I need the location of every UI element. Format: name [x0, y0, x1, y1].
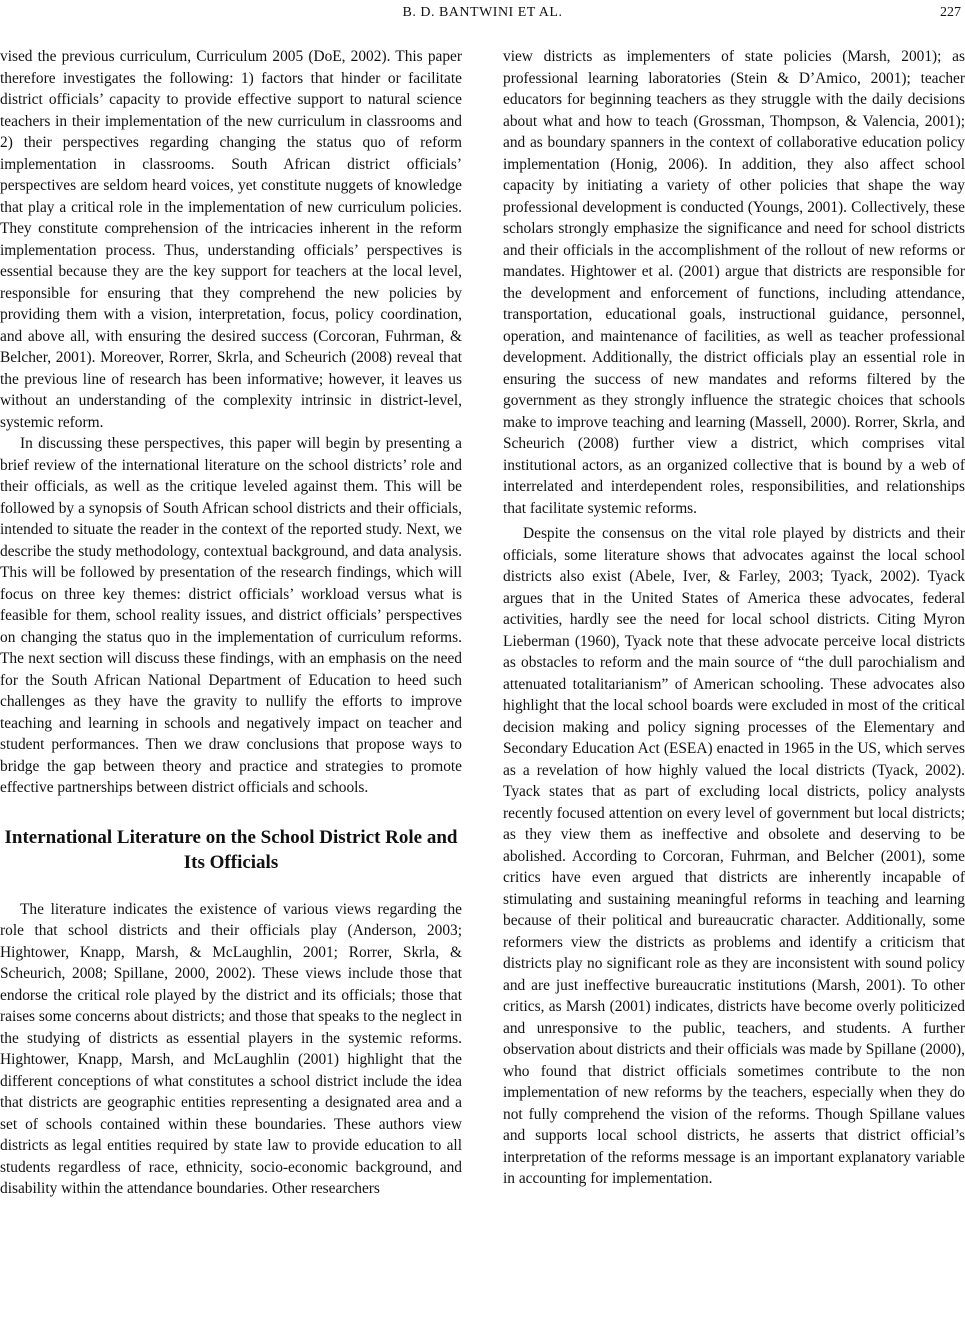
- body-paragraph: view districts as implementers of state policies (Marsh, 2001); as professional learning laboratories (Stein & D’Amico, 2001); teacher educators for beginning teachers as they struggle with the daily decisions about what and how to teach (Grossman, Thompson, & Valencia, 2001); and as boundary spanners in the context of collaborative education policy implementation (Honig, 2006). In addition, they also affect school capacity by initiating a variety of other policies that shape the way professional development is conducted (Youngs, 2001). Collectively, these scholars strongly emphasize the significance and need for school districts and their officials in the accomplishment of the rollout of new reforms or mandates. Hightower et al. (2001) argue that districts are responsible for the development and enforcement of functions, including attendance, transportation, educational goals, instructional guidance, personnel, operation, and maintenance of facilities, as well as teacher professional development. Additionally, the district officials play an essential role in ensuring the success of new mandates and reforms filtered by the government as they strongly influence the strategic choices that schools make to improve teaching and learning (Massell, 2000). Rorrer, Skrla, and Scheurich (2008) further view a district, which comprises vital institutional actors, as an organized collective that is bound by a web of interrelated and interdependent roles, responsibilities, and relationships that facilitate systemic reforms.: [503, 48, 965, 517]
- body-paragraph: vised the previous curriculum, Curriculum 2005 (DoE, 2002). This paper therefore investigates the following: 1) factors that hinder or facilitate district officials’ capacity to provide effective support to natural science teachers in their implementation of the new curriculum in classrooms and 2) their perspectives regarding changing the status quo of reform implementation in classrooms. South African district officials’ perspectives are seldom heard voices, yet constitute nuggets of knowledge that play a critical role in the implementation of new curriculum policies. They constitute comprehension of the intricacies inherent in the reform implementation process. Thus, understanding officials’ perspectives is essential because they are the key support for teachers at the local level, responsible for ensuring that they comprehend the new policies by providing them with a vision, interpretation, focus, policy coordination, and above all, with ensuring the desired success (Corcoran, Fuhrman, & Belcher, 2001). Moreover, Rorrer, Skrla, and Scheurich (2008) reveal that the previous line of research has been informative; however, it leaves us without an understanding of the complexity intrinsic in district-level, systemic reform.: [0, 48, 462, 431]
- left-column: [0, 46, 462, 1200]
- body-paragraph: Despite the consensus on the vital role played by districts and their officials, some literature shows that advocates against the local school districts also exist (Abele, Iver, & Farley, 2003; Tyack, 2002). Tyack argues that in the United States of America these advocates, federal activities, hardly see the need for local school districts. Citing Myron Lieberman (1960), Tyack note that these advocate perceive local districts as obstacles to reform and the main source of “the dull parochialism and attenuated totalitarianism” of American schooling. These advocates also highlight that the local school boards were excluded in most of the critical decision making and policy signing processes of the Elementary and Secondary Education Act (ESEA) enacted in 1965 in the US, which serves as a revelation of how highly valued the local districts (Tyack, 2002). Tyack states that as part of excluding local districts, policy analysts recently focused attention on every level of government but local districts; as they view them as ineffective and obsolete and deserving to be abolished. According to Corcoran, Fuhrman, and Belcher (2001), some critics have even argued that districts are inherently incapable of stimulating and sustaining meaningful reforms in teaching and learning because of their political and bureaucratic character. Additionally, some reformers view the districts as problems and identify a criticism that districts play no significant role as they are inconsistent with sound policy and are just ineffective bureaucratic institutions (Marsh, 2001). To other critics, as Marsh (2001) indicates, districts have become overly politicized and unresponsive to the public, teachers, and students. A further observation about districts and their officials was made by Spillane (2000), who found that district officials sometimes contribute to the non implementation of new reforms by the teachers, especially when they do not fully comprehend the vision of the reforms. Though Spillane values and supports local school districts, he asserts that district official’s interpretation of the reforms message is an important explanatory variable in accounting for implementation.: [503, 525, 965, 1187]
- body-paragraph: In discussing these perspectives, this paper will begin by presenting a brief review of the international literature on the school districts’ role and their officials, as well as the critique leveled against them. This will be followed by a synopsis of South African school districts and their officials, intended to situate the reader in the context of the reported study. Next, we describe the study methodology, contextual background, and data analysis. This will be followed by presentation of the research findings, which will focus on three key themes: district officials’ workload versus what is feasible for them, school reality issues, and district officials’ perspectives on changing the status quo in the implementation of curriculum reforms. The next section will discuss these findings, with an emphasis on the need for the South African National Department of Education to heed such challenges as they have the gravity to nullify the efforts to improve teaching and learning in schools and negatively impact on teacher and student performances. Then we draw conclusions that propose ways to bridge the gap between theory and practice and strategies to promote effective partnerships between district officials and schools.: [0, 435, 462, 796]
- right-column: [503, 46, 965, 1190]
- running-head: B. D. BANTWINI ET AL.: [402, 5, 563, 20]
- section-heading: International Literature on the School District Role and Its Officials: [4, 826, 458, 873]
- page-header: [0, 0, 965, 30]
- body-paragraph: The literature indicates the existence of various views regarding the role that school districts and their officials play (Anderson, 2003; Hightower, Knapp, Marsh, & McLaughlin, 2001; Rorrer, Skrla, & Scheurich, 2008; Spillane, 2000, 2002). These views include those that endorse the critical role played by the district and its officials; those that raises some concerns about districts; and those that speaks to the neglect in the studying of districts as essential players in the systemic reforms. Hightower, Knapp, Marsh, and McLaughlin (2001) highlight that the different conceptions of what constitutes a school district include the idea that districts are geographic entities representing a designated area and a set of schools contained within these boundaries. These authors view districts as legal entities required by state law to provide education to all students regardless of race, ethnicity, socio-economic background, and disability within the attendance boundaries. Other researchers: [0, 900, 462, 1197]
- page-number: 227: [940, 5, 961, 20]
